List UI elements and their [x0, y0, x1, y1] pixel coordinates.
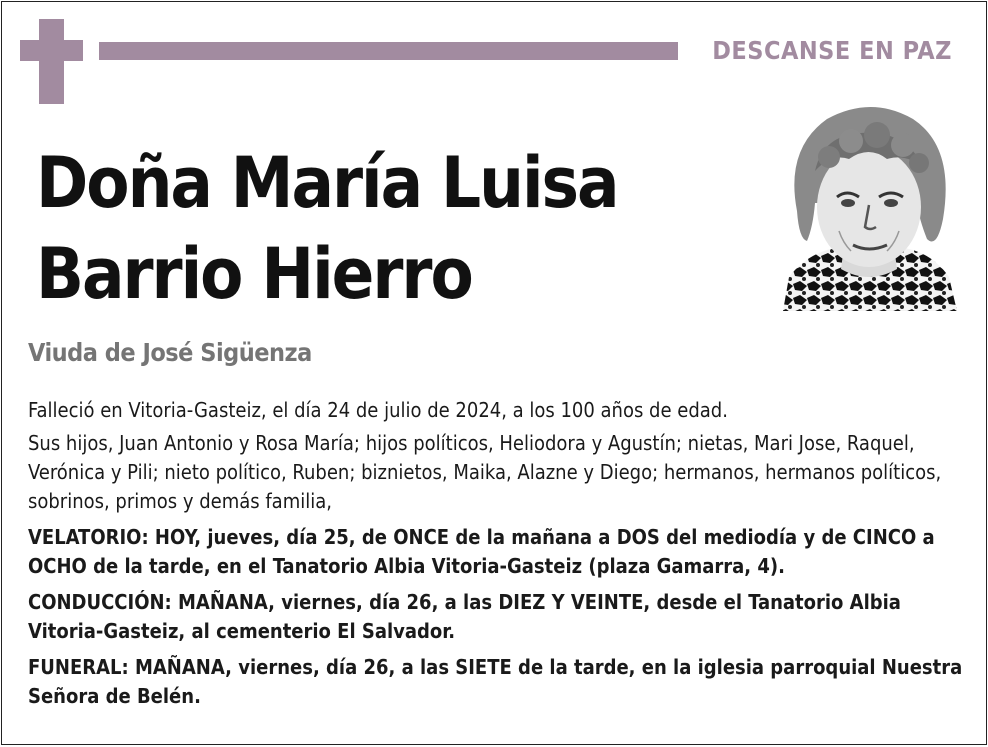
conduccion-text: CONDUCCIÓN: MAÑANA, viernes, día 26, a las DIEZ Y VEINTE, desde el Tanatorio Albia Vitoria-Gasteiz, al cementerio El Salvador. — [28, 590, 901, 643]
header-label: DESCANSE EN PAZ — [712, 36, 952, 65]
deceased-name — [36, 138, 618, 320]
cross-horizontal-bar — [20, 40, 83, 61]
family-text: Sus hijos, Juan Antonio y Rosa María; hijos políticos, Heliodora y Agustín; nietas, Mari Jose, Raquel, Verónica y Pili; nieto político, Ruben; biznietos, Maika, Alazne y Diego; hermanos, hermanos políticos, sobrinos, primos y demás familia, — [28, 431, 942, 513]
notice-body — [28, 396, 968, 718]
obituary-notice — [1, 1, 987, 745]
header-rule — [99, 42, 678, 60]
deceased-name-line-1: Doña María Luisa — [36, 142, 618, 224]
deceased-name-line-2: Barrio Hierro — [36, 233, 472, 315]
portrait-photo — [779, 99, 959, 311]
cross-vertical-bar — [39, 19, 64, 104]
deceased-subtitle: Viuda de José Sigüenza — [28, 338, 312, 367]
death-notice-text: Falleció en Vitoria-Gasteiz, el día 24 de julio de 2024, a los 100 años de edad. — [28, 398, 728, 422]
velatorio-text: VELATORIO: HOY, jueves, día 25, de ONCE de la mañana a DOS del mediodía y de CINCO a OCHO de la tarde, en el Tanatorio Albia Vitoria-Gasteiz (plaza Gamarra, 4). — [28, 525, 935, 578]
funeral-text: FUNERAL: MAÑANA, viernes, día 26, a las SIETE de la tarde, en la iglesia parroquial Nuestra Señora de Belén. — [28, 655, 963, 708]
